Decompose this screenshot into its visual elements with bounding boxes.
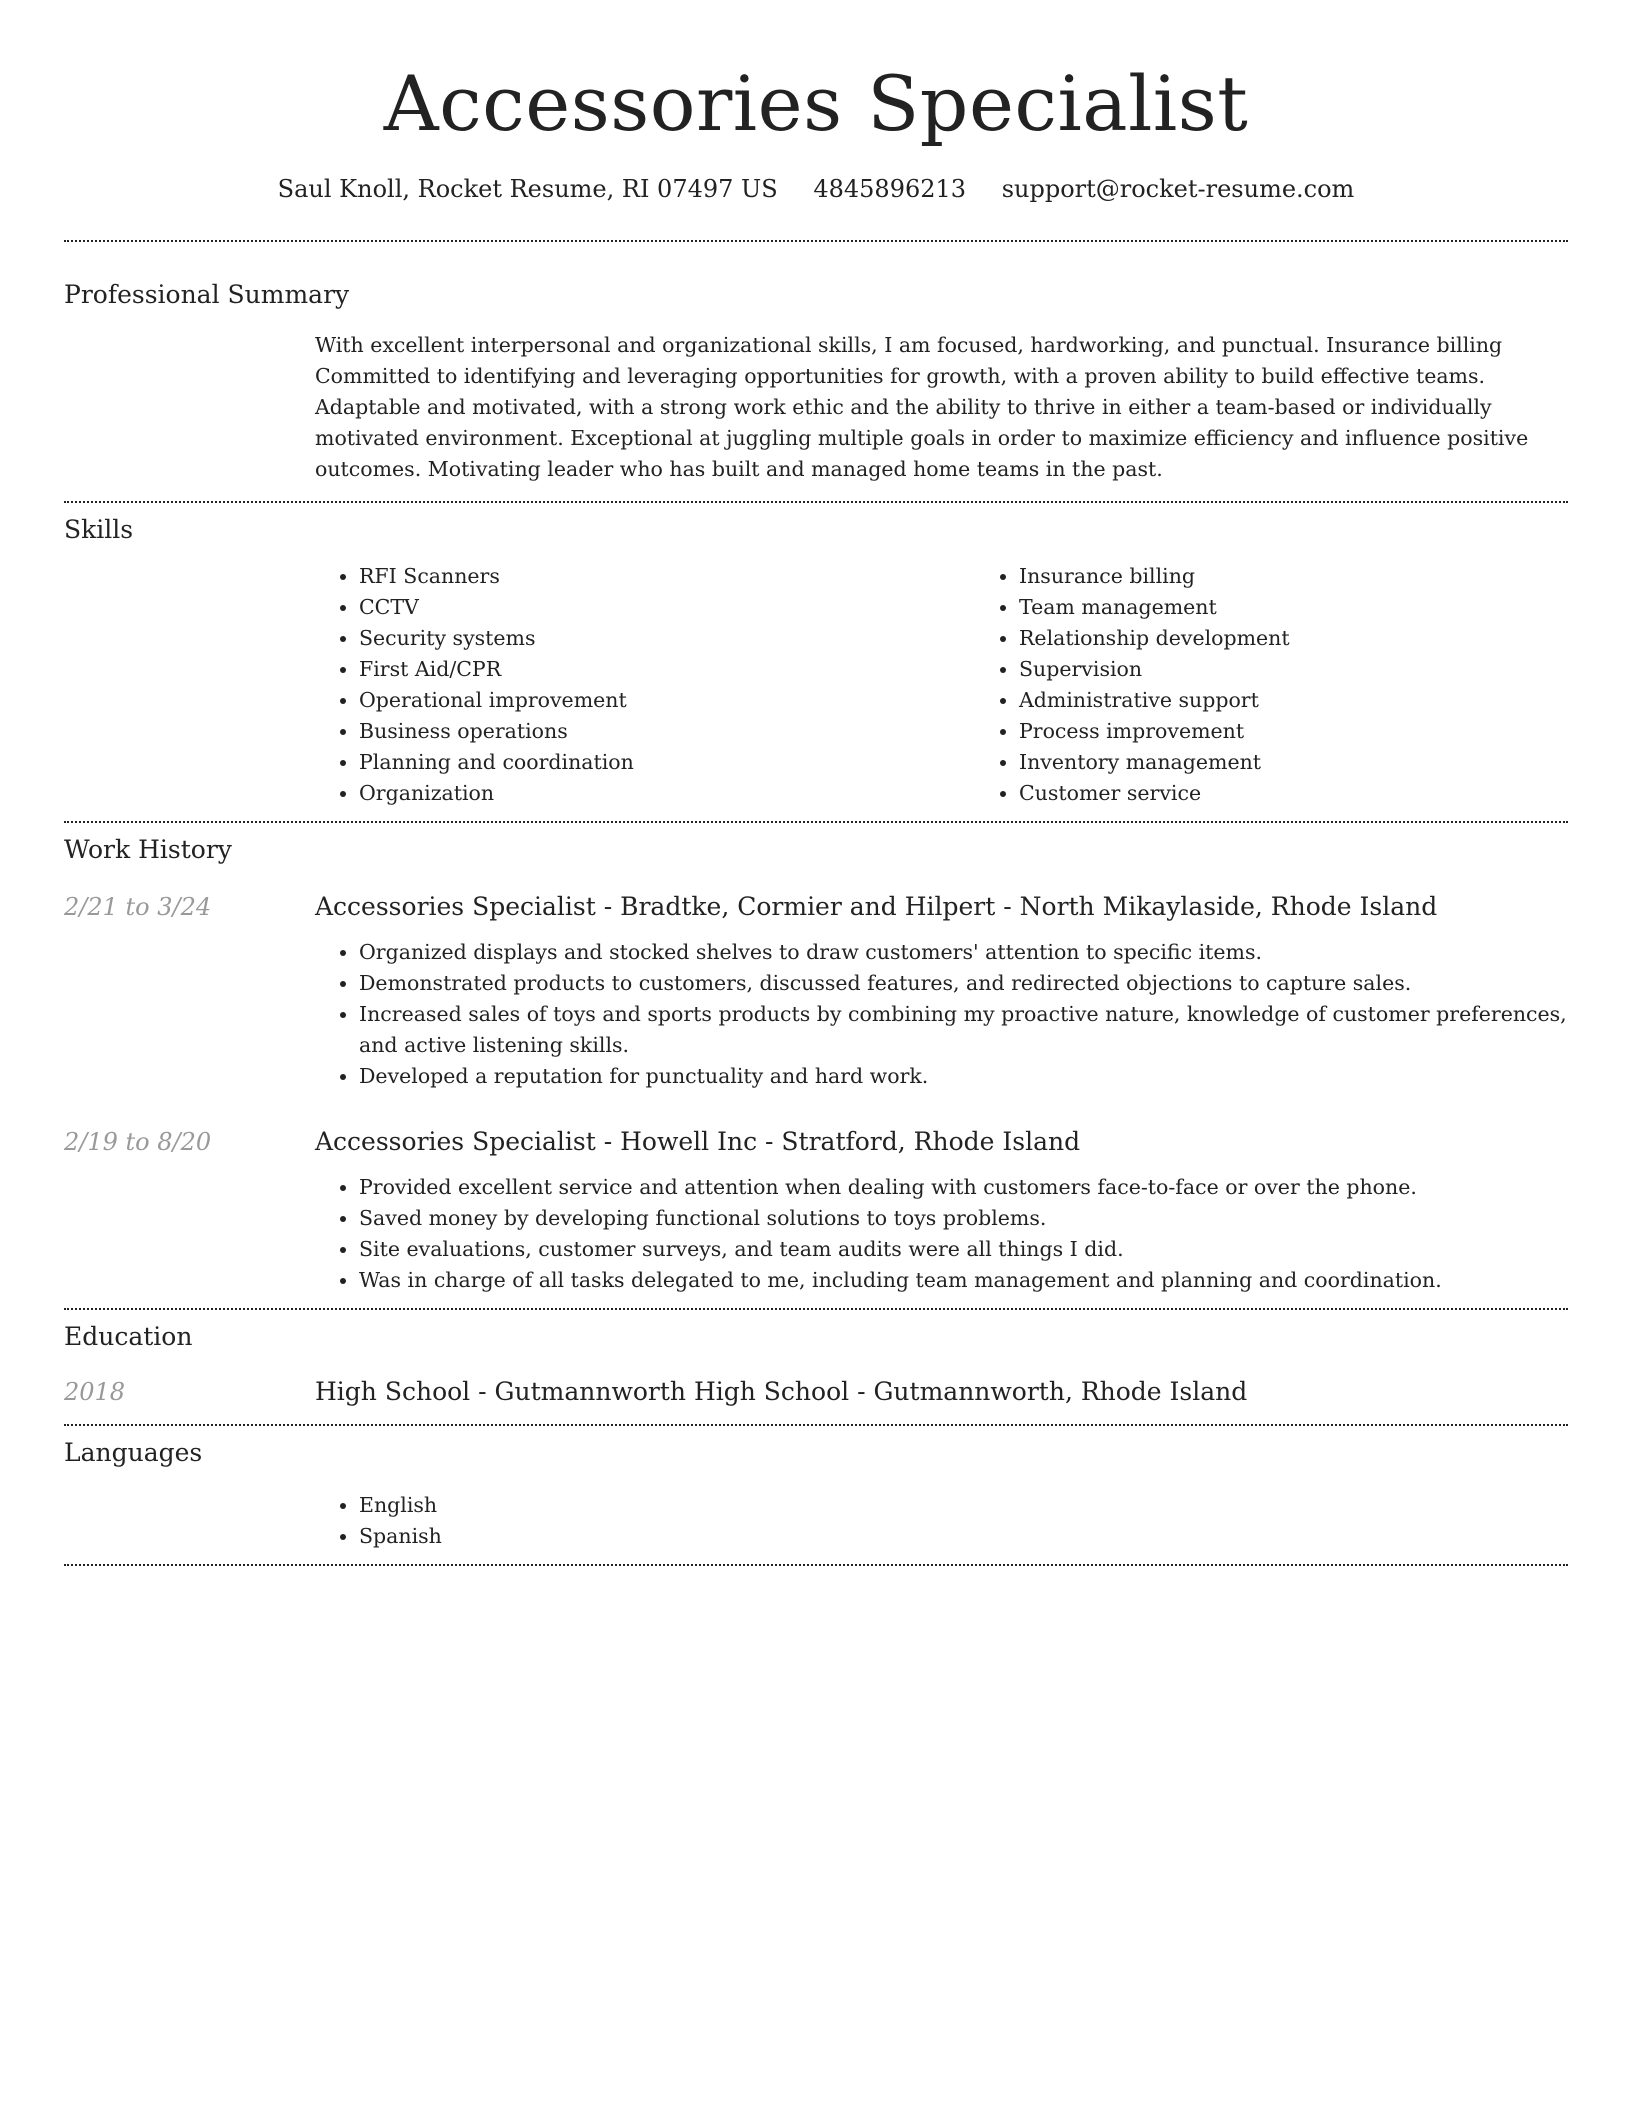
skill-item: • Inventory management (1019, 747, 1632, 778)
education-section (64, 1310, 1568, 1424)
language-item: • Spanish (359, 1521, 1568, 1552)
education-body (315, 1374, 1568, 1410)
skills-left-spacer (64, 561, 315, 809)
contact-phone: 4845896213 (813, 175, 967, 203)
language-item: • English (359, 1490, 1568, 1521)
languages-list (315, 1490, 1568, 1552)
skills-grid (315, 561, 1632, 809)
job-entry (64, 889, 1568, 1092)
job-bullet: • Demonstrated products to customers, discussed features, and redirected objections to capture sales. (359, 968, 1568, 999)
summary-section (64, 242, 1568, 501)
job-bullet: • Increased sales of toys and sports products by combining my proactive nature, knowledge of customer preferences, and active listening skills. (359, 999, 1568, 1061)
languages-section (64, 1426, 1568, 1564)
summary-row (64, 330, 1568, 485)
job-bullet: • Developed a reputation for punctuality and hard work. (359, 1061, 1568, 1092)
work-history-heading: Work History (64, 835, 232, 864)
section-divider (64, 1564, 1568, 1566)
skill-item: • Insurance billing (1019, 561, 1632, 592)
contact-address: Saul Knoll, Rocket Resume, RI 07497 US (277, 175, 778, 203)
job-bullet: • Saved money by developing functional solutions to toys problems. (359, 1203, 1568, 1234)
languages-heading: Languages (64, 1438, 203, 1467)
job-dates: 2/19 to 8/20 (64, 1128, 212, 1156)
education-heading: Education (64, 1322, 193, 1351)
job-body (315, 1124, 1568, 1296)
skill-item: • Process improvement (1019, 716, 1632, 747)
job-bullets (315, 1172, 1568, 1296)
summary-body (315, 330, 1568, 485)
skill-item: • Administrative support (1019, 685, 1632, 716)
education-row (64, 1374, 1568, 1410)
skill-item: • Customer service (1019, 778, 1632, 809)
skill-item: • Team management (1019, 592, 1632, 623)
job-bullet: • Site evaluations, customer surveys, and team audits were all things I did. (359, 1234, 1568, 1265)
summary-text: With excellent interpersonal and organizational skills, I am focused, hardworking, and punctual. Insurance billing Committed to identifying and leveraging opportunities for growth, with a proven ability to build effective teams. Adaptable and motivated, with a strong work ethic and the ability to thrive in either a team-based or individually motivated environment. Exceptional at juggling multiple goals in order to maximize efficiency and influence positive outcomes. Motivating leader who has built and managed home teams in the past. (315, 333, 1529, 481)
skill-item: • Organization (359, 778, 975, 809)
skills-section (64, 503, 1568, 821)
skill-item: • Supervision (1019, 654, 1632, 685)
education-year: 2018 (64, 1378, 126, 1406)
skill-item: • Business operations (359, 716, 975, 747)
languages-row (64, 1490, 1568, 1552)
languages-body (315, 1490, 1568, 1552)
skill-item: • Planning and coordination (359, 747, 975, 778)
job-dates: 2/21 to 3/24 (64, 893, 212, 921)
skills-row (64, 561, 1568, 809)
skill-item: • Operational improvement (359, 685, 975, 716)
skill-item: • CCTV (359, 592, 975, 623)
job-body (315, 889, 1568, 1092)
summary-heading: Professional Summary (64, 280, 350, 309)
job-bullet: • Was in charge of all tasks delegated to me, including team management and planning and coordination. (359, 1265, 1568, 1296)
resume-header (64, 56, 1568, 206)
education-entry: High School - Gutmannworth High School - Gutmannworth, Rhode Island (315, 1377, 1248, 1406)
skill-item: • RFI Scanners (359, 561, 975, 592)
resume-title: Accessories Specialist (383, 59, 1249, 148)
job-title: Accessories Specialist - Bradtke, Cormier and Hilpert - North Mikaylaside, Rhode Island (315, 892, 1438, 921)
contact-email: support@rocket-resume.com (1001, 175, 1355, 203)
languages-left-spacer (64, 1490, 315, 1552)
skills-list-left (315, 561, 975, 809)
job-bullet: • Provided excellent service and attention when dealing with customers face-to-face or over the phone. (359, 1172, 1568, 1203)
work-history-section (64, 823, 1568, 1308)
skill-item: • Relationship development (1019, 623, 1632, 654)
job-bullet: • Organized displays and stocked shelves to draw customers' attention to specific items. (359, 937, 1568, 968)
skill-item: • Security systems (359, 623, 975, 654)
job-row (64, 889, 1568, 1092)
job-row (64, 1124, 1568, 1296)
job-bullets (315, 937, 1568, 1092)
skills-heading: Skills (64, 515, 134, 544)
job-title: Accessories Specialist - Howell Inc - Stratford, Rhode Island (315, 1127, 1081, 1156)
skill-item: • First Aid/CPR (359, 654, 975, 685)
job-entry (64, 1124, 1568, 1296)
skills-list-right (975, 561, 1632, 809)
contact-line (64, 172, 1568, 206)
summary-left-spacer (64, 330, 315, 485)
